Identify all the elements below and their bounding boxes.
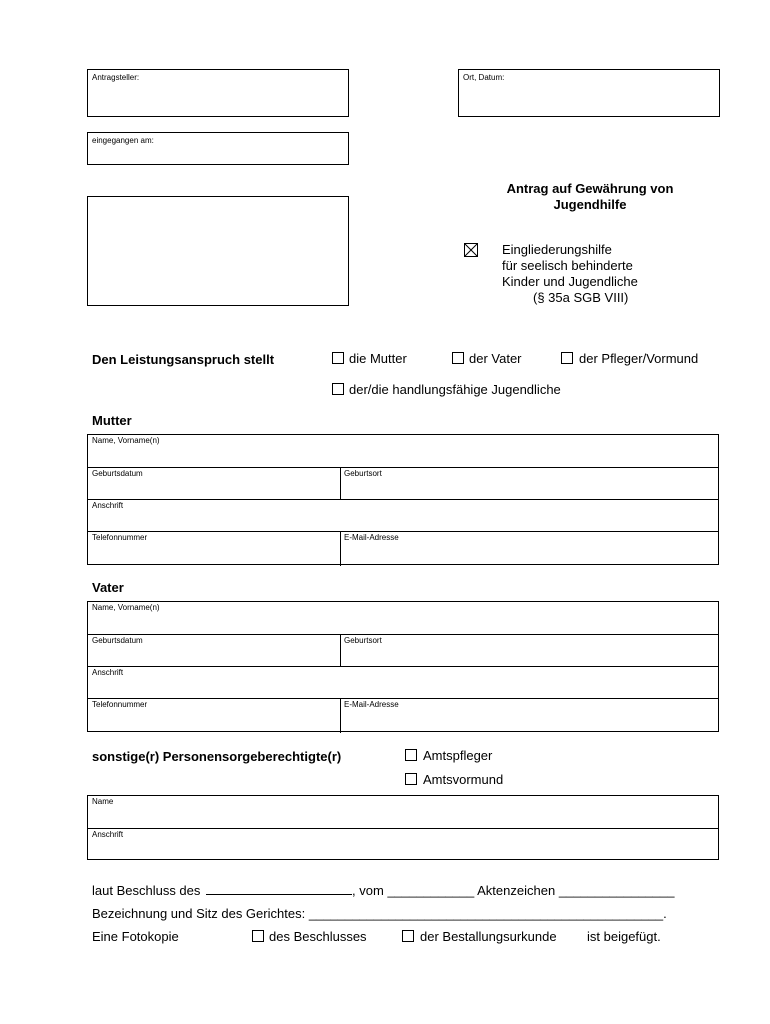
received-label: eingegangen am: — [92, 136, 154, 145]
father-table — [87, 601, 719, 732]
form-title-line2: Jugendhilfe — [553, 197, 627, 212]
mother-heading: Mutter — [92, 413, 132, 428]
mother-birthplace-label: Geburtsort — [344, 469, 382, 478]
mother-birth-row — [88, 467, 718, 500]
other-guardian-name-label: Name — [92, 797, 114, 806]
mother-name-field[interactable] — [88, 435, 718, 467]
measure-checkbox[interactable] — [464, 243, 478, 257]
decision-copy-checkbox[interactable] — [252, 930, 264, 942]
claimant-guardian-checkbox[interactable] — [561, 352, 573, 364]
attached-note: ist beigefügt. — [587, 929, 661, 944]
divider — [340, 468, 341, 500]
court-decision-line — [92, 883, 675, 898]
other-guardian-address-field[interactable] — [88, 828, 718, 861]
mother-name-label: Name, Vorname(n) — [92, 436, 160, 445]
place-date-label: Ort, Datum: — [463, 73, 505, 82]
decision-copy-label: des Beschlusses — [269, 929, 367, 944]
certificate-copy-checkbox[interactable] — [402, 930, 414, 942]
father-heading: Vater — [92, 580, 124, 595]
file-number-label: Aktenzeichen — [477, 883, 556, 898]
father-address-field[interactable] — [88, 666, 718, 699]
file-number-field[interactable]: ________________ — [558, 883, 675, 898]
amtspfleger-label: Amtspfleger — [423, 748, 493, 763]
other-guardian-heading: sonstige(r) Personensorgeberechtigte(r) — [92, 749, 342, 764]
mother-address-field[interactable] — [88, 499, 718, 532]
measure-line2: für seelisch behinderte — [502, 258, 633, 273]
received-box[interactable] — [87, 132, 349, 165]
other-guardian-address-label: Anschrift — [92, 830, 124, 839]
divider — [340, 532, 341, 566]
other-guardian-table — [87, 795, 719, 860]
court-designation-field[interactable]: _________________________________________________. — [308, 906, 667, 921]
claimant-father-checkbox[interactable] — [452, 352, 464, 364]
divider — [340, 635, 341, 667]
claimant-father-label: der Vater — [469, 351, 522, 366]
mother-email-label: E-Mail-Adresse — [344, 533, 399, 542]
amtsvormund-checkbox[interactable] — [405, 773, 417, 785]
court-name-field[interactable] — [206, 883, 352, 895]
mother-contact-row — [88, 531, 718, 566]
measure-line4: (§ 35a SGB VIII) — [533, 290, 629, 305]
photocopy-label: Eine Fotokopie — [92, 929, 179, 944]
court-designation-line — [92, 906, 667, 921]
mother-phone-label: Telefonnummer — [92, 533, 148, 542]
claimant-guardian-label: der Pfleger/Vormund — [579, 351, 699, 366]
applicant-box[interactable] — [87, 69, 349, 117]
mother-address-label: Anschrift — [92, 501, 124, 510]
father-contact-row — [88, 698, 718, 733]
stamp-box[interactable] — [87, 196, 349, 306]
mother-birthdate-label: Geburtsdatum — [92, 469, 143, 478]
court-decision-prefix: laut Beschluss des — [92, 883, 201, 898]
measure-line3: Kinder und Jugendliche — [502, 274, 638, 289]
applicant-label: Antragsteller: — [92, 73, 140, 82]
claimant-youth-checkbox[interactable] — [332, 383, 344, 395]
measure-description — [502, 242, 638, 306]
certificate-copy-label: der Bestallungsurkunde — [420, 929, 557, 944]
decision-date-field[interactable]: ____________ — [387, 883, 475, 898]
court-designation-label: Bezeichnung und Sitz des Gerichtes: — [92, 906, 306, 921]
form-title-line1: Antrag auf Gewährung von — [506, 181, 674, 196]
father-email-label: E-Mail-Adresse — [344, 700, 399, 709]
measure-line1: Eingliederungshilfe — [502, 242, 612, 257]
claimant-mother-label: die Mutter — [349, 351, 407, 366]
father-address-label: Anschrift — [92, 668, 124, 677]
other-guardian-name-field[interactable] — [88, 796, 718, 828]
father-birthdate-label: Geburtsdatum — [92, 636, 143, 645]
amtsvormund-label: Amtsvormund — [423, 772, 504, 787]
place-date-box[interactable] — [458, 69, 720, 117]
photocopy-line — [92, 929, 179, 944]
court-decision-date-prefix: , vom — [352, 883, 384, 898]
checked-x-icon — [464, 243, 478, 257]
father-name-field[interactable] — [88, 602, 718, 634]
father-birth-row — [88, 634, 718, 667]
father-phone-label: Telefonnummer — [92, 700, 148, 709]
claimant-mother-checkbox[interactable] — [332, 352, 344, 364]
mother-table — [87, 434, 719, 565]
claimant-youth-label: der/die handlungsfähige Jugendliche — [349, 382, 561, 397]
divider — [340, 699, 341, 733]
claimant-label: Den Leistungsanspruch stellt — [92, 352, 275, 367]
amtspfleger-checkbox[interactable] — [405, 749, 417, 761]
form-title — [470, 181, 710, 213]
father-birthplace-label: Geburtsort — [344, 636, 382, 645]
father-name-label: Name, Vorname(n) — [92, 603, 160, 612]
